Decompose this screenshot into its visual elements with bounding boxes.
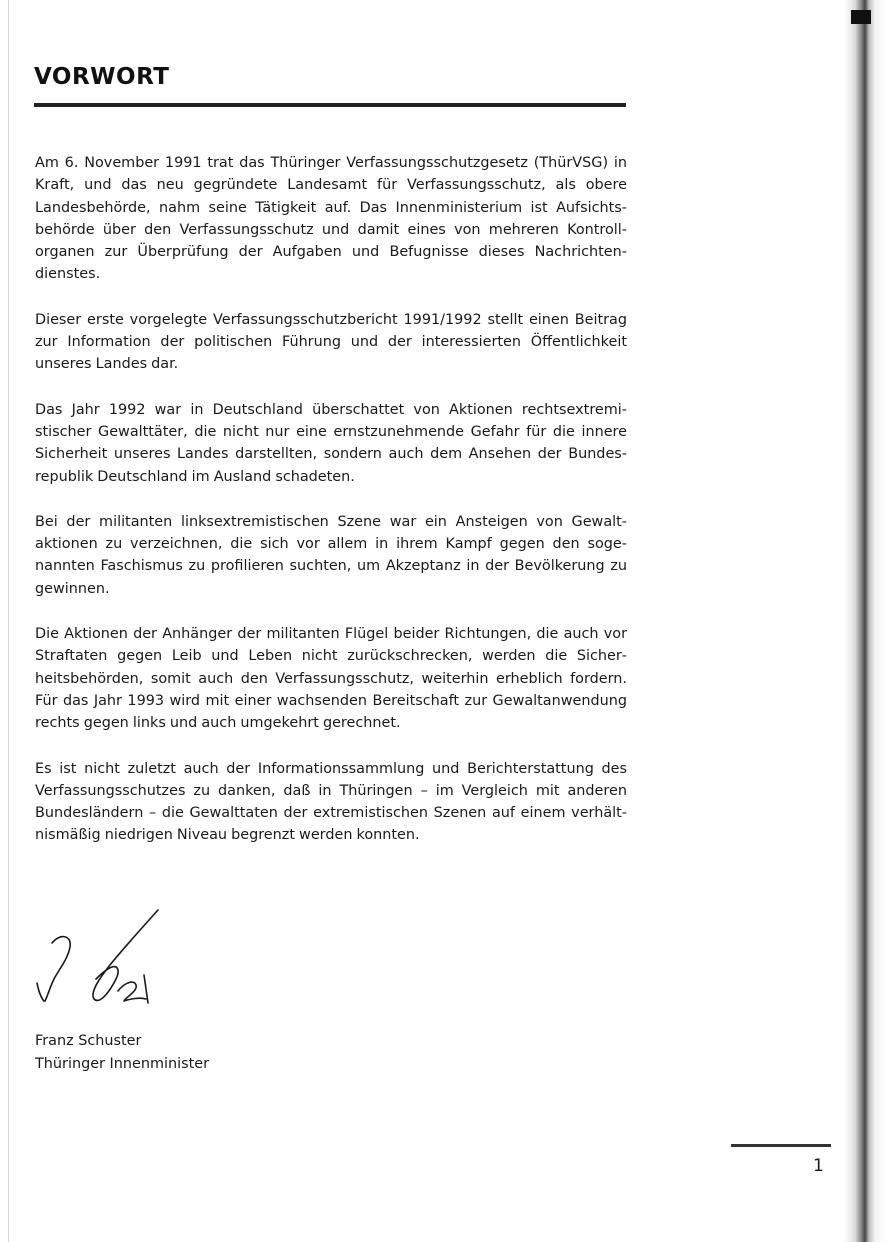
- page-number: 1: [813, 1156, 824, 1176]
- handwritten-signature: [30, 905, 170, 1015]
- paragraph-5: Die Aktionen der Anhänger der militanten Flügel beider Richtungen, die auch vor Straftaten gegen Leib und Leben nicht zurückschrecken, werden die Sicherheitsbehörden, somit auch den Verfassungsschutz, weiterhin erheblich fordern. Für das Jahr 1993 wird mit einer wachsenden Bereitschaft zur Gewaltanwendung rechts gegen links und auch umgekehrt gerechnet.: [35, 626, 627, 732]
- scan-edge-right: [843, 0, 885, 1242]
- paragraph-1: Am 6. November 1991 trat das Thüringer Verfassungsschutzgesetz (ThürVSG) in Kraft, und das neu gegründete Landesamt für Verfassungsschutz, als obere Landesbehörde, nahm seine Tätigkeit auf. Das Innenministerium ist Aufsichtsbehörde über den Verfassungsschutz und damit eines von mehreren Kontrollorganen zur Überprüfung der Aufgaben und Befugnisse dieses Nachrichtendienstes.: [35, 155, 627, 283]
- paragraph-3: Das Jahr 1992 war in Deutschland überschattet von Aktionen rechtsextremistischer Gewalttäter, die nicht nur eine ernstzunehmende Gefahr für die innere Sicherheit unseres Landes darstellten, sondern auch dem Ansehen der Bundesrepublik Deutschland im Ausland schadeten.: [35, 401, 627, 485]
- paragraph-6: Es ist nicht zuletzt auch der Informationssammlung und Berichterstattung des Verfassungsschutzes zu danken, daß in Thüringen – im Vergleich mit anderen Bundesländern – die Gewalttaten der extremistischen Szenen auf einem verhältnismäßig niedrigen Niveau begrenzt werden konnten.: [35, 760, 627, 844]
- signature-stroke-2: [37, 983, 44, 1001]
- signature-stroke-3: [93, 910, 158, 1000]
- signer-block: [35, 1030, 209, 1075]
- signature-stroke-4: [118, 982, 146, 1001]
- scan-edge-left: [8, 0, 9, 1242]
- page-title: VORWORT: [34, 64, 170, 90]
- body-text: [35, 152, 627, 870]
- signature-stroke-1: [45, 937, 70, 1001]
- signer-name: Franz Schuster: [35, 1033, 142, 1049]
- paragraph-2: Dieser erste vorgelegte Verfassungsschutzbericht 1991/1992 stellt einen Beitrag zur Information der politischen Führung und der interessierten Öffentlichkeit unseres Landes dar.: [35, 311, 627, 373]
- heading-rule: [34, 103, 626, 107]
- corner-registration-mark: [851, 10, 871, 24]
- footer-rule: [731, 1144, 831, 1147]
- paragraph-4: Bei der militanten linksextremistischen Szene war ein Ansteigen von Gewaltaktionen zu verzeichnen, die sich vor allem in ihrem Kampf gegen den sogenannten Faschismus zu profilieren suchten, um Akzeptanz in der Bevölkerung zu gewinnen.: [35, 513, 627, 597]
- signer-title: Thüringer Innenminister: [35, 1055, 210, 1072]
